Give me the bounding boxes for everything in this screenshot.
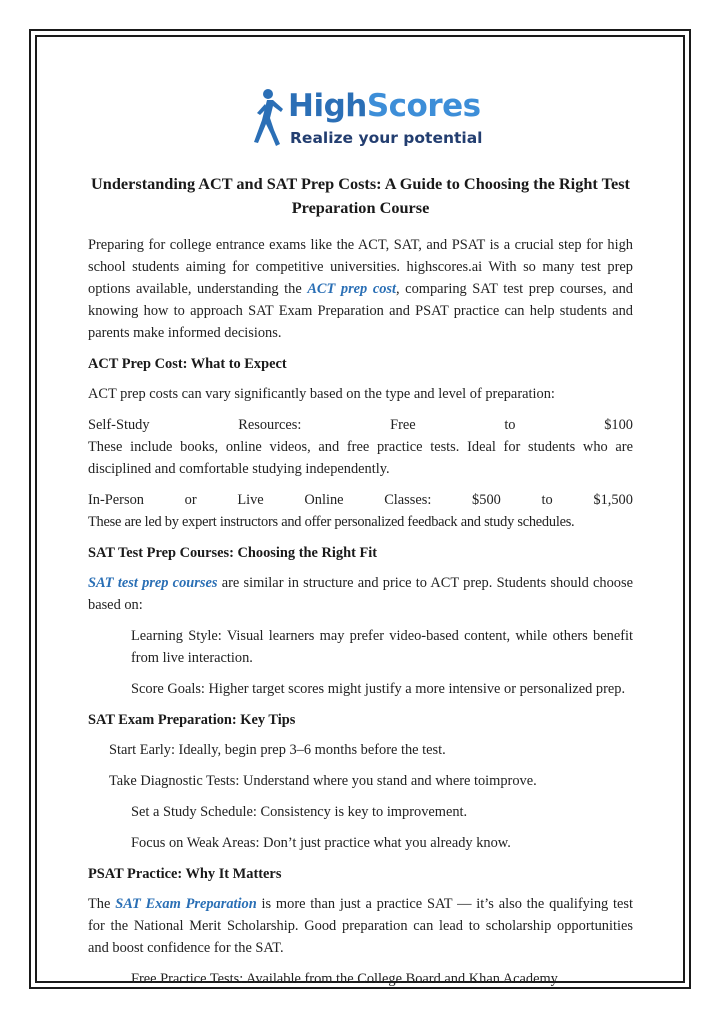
word: Resources: — [238, 417, 302, 433]
list-item: Learning Style: Visual learners may prefer video-based content, while others benefit from live interaction. — [131, 628, 633, 666]
list-item: Take Diagnostic Tests: Understand where you stand and where toimprove. — [109, 773, 537, 789]
word: or — [184, 492, 197, 508]
in-person-line — [88, 489, 633, 511]
sat-exam-preparation-link[interactable]: SAT Exam Preparation — [115, 896, 257, 912]
document-title: Understanding ACT and SAT Prep Costs: A Guide to Choosing the Right Test Preparation Course — [91, 174, 630, 217]
sat-test-prep-courses-link[interactable]: SAT test prep courses — [88, 575, 218, 591]
word: $500 — [472, 492, 501, 508]
list-item: Score Goals: Higher target scores might justify a more intensive or personalized prep. — [131, 681, 626, 697]
word: $1,500 — [593, 492, 633, 508]
act-prep-cost-link[interactable]: ACT prep cost — [307, 281, 397, 297]
brand-name — [288, 88, 481, 124]
in-person-desc: These are led by expert instructors and offer personalized feedback and study schedules. — [88, 514, 575, 530]
act-heading: ACT Prep Cost: What to Expect — [88, 356, 287, 372]
psat-heading: PSAT Practice: Why It Matters — [88, 866, 282, 882]
word: Live — [237, 492, 264, 508]
act-lead: ACT prep costs can vary significantly based on the type and level of preparation: — [88, 386, 555, 402]
word: Self-Study — [88, 417, 150, 433]
word: Classes: — [384, 492, 432, 508]
sat-courses-paragraph — [88, 572, 633, 616]
highscores-logo — [248, 86, 483, 158]
brand-high: High — [288, 88, 367, 124]
list-item: Focus on Weak Areas: Don’t just practice what you already know. — [131, 835, 511, 851]
in-person-item — [88, 489, 633, 533]
sat-courses-heading: SAT Test Prep Courses: Choosing the Right Fit — [88, 545, 378, 561]
sat-exam-heading: SAT Exam Preparation: Key Tips — [88, 712, 296, 728]
word: In-Person — [88, 492, 144, 508]
document-body — [88, 172, 633, 999]
brand-tagline: Realize your potential — [290, 129, 483, 147]
list-item: Set a Study Schedule: Consistency is key to improvement. — [131, 804, 468, 820]
psat-text-a: The — [88, 896, 116, 912]
runner-icon — [248, 86, 288, 158]
word: Online — [304, 492, 344, 508]
word: Free — [390, 417, 416, 433]
word: $100 — [604, 417, 633, 433]
brand-scores: Scores — [366, 88, 481, 124]
sat-courses-text: are similar in structure and price to ACT prep. Students should choose based on: — [88, 575, 633, 613]
self-study-desc: These include books, online videos, and free practice tests. Ideal for students who are disciplined and comfortable studying independently. — [88, 439, 633, 477]
intro-paragraph — [88, 234, 633, 344]
list-item: Free Practice Tests: Available from the College Board and Khan Academy — [131, 971, 558, 987]
self-study-line — [88, 414, 633, 436]
intro-text-a: Preparing for college entrance exams like the ACT, SAT, and PSAT is a crucial step for high school students aiming for competitive universities. highscores.ai With so many test prep options available, understanding the — [88, 237, 633, 297]
self-study-item — [88, 414, 633, 480]
intro-text-b: , comparing SAT test prep courses, and knowing how to approach SAT Exam Preparation and PSAT practice can help students and parents make informed decisions. — [88, 281, 633, 341]
psat-paragraph — [88, 893, 633, 959]
word: to — [504, 417, 516, 433]
list-item: Start Early: Ideally, begin prep 3–6 months before the test. — [109, 742, 446, 758]
psat-text-b: is more than just a practice SAT — it’s also the qualifying test for the National Merit Scholarship. Good preparation can lead to scholarship opportunities and boost confidence for the SAT. — [88, 896, 633, 956]
word: to — [541, 492, 553, 508]
